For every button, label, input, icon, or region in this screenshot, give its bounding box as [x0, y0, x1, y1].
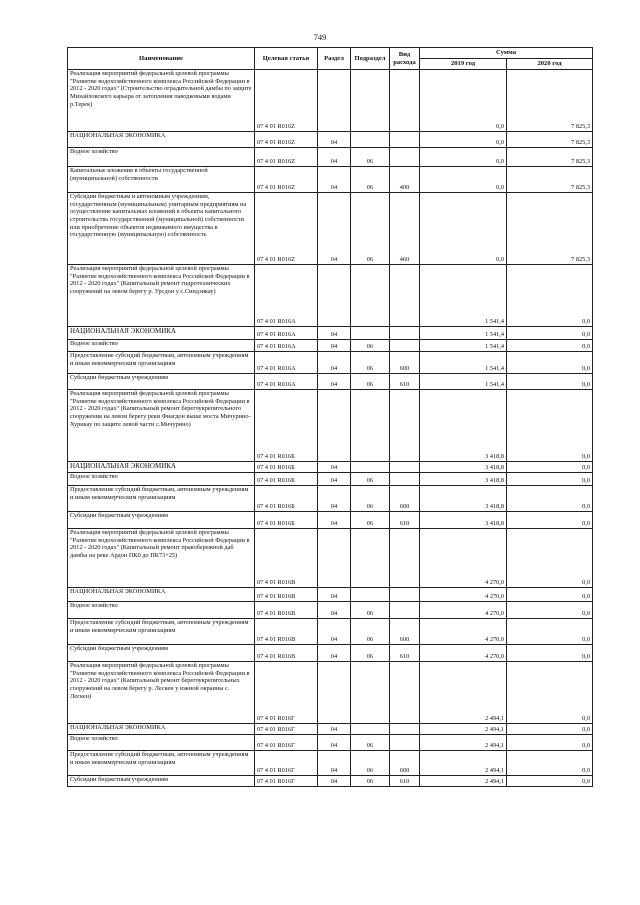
amount-2020: 0,0 — [507, 462, 593, 473]
expense-code — [390, 340, 420, 352]
subsection-code: 06 — [351, 602, 390, 619]
section-code: 04 — [318, 602, 351, 619]
amount-2019: 1 541,4 — [420, 374, 507, 390]
row-name: Реализация мероприятий федеральной целевой программы "Развитие водохозяйственного комплекса Российской Федерации в 2012 - 2020 годах" (Капитальный ремонт гидротехнических сооружений на левом берегу р. Урсдон у с.Синдзикау) — [68, 265, 255, 327]
table-row — [68, 751, 593, 776]
target-code: 07 4 01 R016В — [255, 588, 318, 602]
subsection-code — [351, 265, 390, 327]
target-code: 07 4 01 R016А — [255, 374, 318, 390]
section-code — [318, 265, 351, 327]
target-code: 07 4 01 R016А — [255, 340, 318, 352]
amount-2020: 0,0 — [507, 602, 593, 619]
target-code: 07 4 01 R016Z — [255, 132, 318, 148]
table-row — [68, 619, 593, 645]
table-row — [68, 462, 593, 473]
row-name: НАЦИОНАЛЬНАЯ ЭКОНОМИКА — [68, 724, 255, 735]
expense-code — [390, 327, 420, 340]
amount-2020: 0,0 — [507, 327, 593, 340]
target-code: 07 4 01 R016В — [255, 529, 318, 588]
amount-2020: 7 825,3 — [507, 70, 593, 132]
table-row — [68, 776, 593, 787]
row-name: Предоставление субсидий бюджетным, автономным учреждениям и иным некоммерческим организациям — [68, 751, 255, 776]
row-name: Предоставление субсидий бюджетным, автономным учреждениям и иным некоммерческим организациям — [68, 619, 255, 645]
row-name: Реализация мероприятий федеральной целевой программы "Развитие водохозяйственного комплекса Российской Федерации в 2012 - 2020 годах" (Строительство оградительной дамбы по защите Михайловского карьера от затопления паводковыми водами р.Терек) — [68, 70, 255, 132]
row-name: Предоставление субсидий бюджетным, автономным учреждениям и иным некоммерческим организациям — [68, 352, 255, 374]
section-code — [318, 70, 351, 132]
amount-2019: 2 494,1 — [420, 724, 507, 735]
row-name: Предоставление субсидий бюджетным, автономным учреждениям и иным некоммерческим организациям — [68, 486, 255, 512]
target-code: 07 4 01 R016Г — [255, 751, 318, 776]
table-row — [68, 193, 593, 265]
subsection-code: 06 — [351, 735, 390, 751]
amount-2019: 4 270,0 — [420, 602, 507, 619]
amount-2020: 0,0 — [507, 473, 593, 486]
section-code: 04 — [318, 193, 351, 265]
amount-2019: 1 541,4 — [420, 327, 507, 340]
row-name: Водное хозяйство — [68, 473, 255, 486]
target-code: 07 4 01 R016В — [255, 645, 318, 662]
amount-2020: 0,0 — [507, 390, 593, 462]
subsection-code — [351, 724, 390, 735]
amount-2019: 0,0 — [420, 193, 507, 265]
expense-code: 610 — [390, 512, 420, 529]
page-number: 749 — [313, 32, 327, 42]
amount-2020: 0,0 — [507, 374, 593, 390]
amount-2019: 0,0 — [420, 167, 507, 193]
expense-code — [390, 662, 420, 724]
target-code: 07 4 01 R016Б — [255, 462, 318, 473]
target-code: 07 4 01 R016Г — [255, 662, 318, 724]
target-code: 07 4 01 R016Г — [255, 776, 318, 787]
row-name: Субсидии бюджетным и автономным учреждениям, государственным (муниципальным) унитарным предприятиям на осуществление капитальных вложений в объекты капитального строительства государственной (муниципальной) собственности или приобретение объектов недвижимого имущества в государственную (муниципальную) собственность — [68, 193, 255, 265]
amount-2020: 0,0 — [507, 265, 593, 327]
expense-code — [390, 602, 420, 619]
header-target: Целевая статья — [255, 48, 318, 70]
section-code: 04 — [318, 340, 351, 352]
table-row — [68, 512, 593, 529]
subsection-code — [351, 462, 390, 473]
subsection-code: 06 — [351, 645, 390, 662]
row-name: Реализация мероприятий федеральной целевой программы "Развитие водохозяйственного комплекса Российской Федерации в 2012 - 2020 годах" (Капитальный ремонт правобережной даб дамбы на реке Ардон ПК0 до ПК73+25) — [68, 529, 255, 588]
amount-2019: 4 270,0 — [420, 619, 507, 645]
subsection-code: 06 — [351, 512, 390, 529]
header-expense-type: Вид расхода — [390, 48, 420, 70]
section-code: 04 — [318, 588, 351, 602]
amount-2019: 2 494,1 — [420, 735, 507, 751]
subsection-code — [351, 588, 390, 602]
row-name: Водное хозяйство — [68, 735, 255, 751]
target-code: 07 4 01 R016Б — [255, 486, 318, 512]
amount-2019: 1 541,4 — [420, 265, 507, 327]
table-row — [68, 602, 593, 619]
section-code: 04 — [318, 473, 351, 486]
table-row — [68, 340, 593, 352]
table-row — [68, 662, 593, 724]
target-code: 07 4 01 R016Б — [255, 390, 318, 462]
expense-code — [390, 390, 420, 462]
table-row — [68, 148, 593, 167]
table-row — [68, 645, 593, 662]
amount-2019: 4 270,0 — [420, 529, 507, 588]
section-code: 04 — [318, 148, 351, 167]
target-code: 07 4 01 R016А — [255, 352, 318, 374]
table-header — [68, 48, 593, 70]
subsection-code — [351, 529, 390, 588]
row-name: Субсидии бюджетным учреждениям — [68, 645, 255, 662]
expense-code — [390, 70, 420, 132]
table-row — [68, 486, 593, 512]
expense-code: 600 — [390, 352, 420, 374]
amount-2019: 3 418,8 — [420, 390, 507, 462]
amount-2019: 1 541,4 — [420, 352, 507, 374]
amount-2019: 2 494,1 — [420, 662, 507, 724]
section-code — [318, 390, 351, 462]
row-name: НАЦИОНАЛЬНАЯ ЭКОНОМИКА — [68, 588, 255, 602]
expense-code — [390, 473, 420, 486]
target-code: 07 4 01 R016Z — [255, 148, 318, 167]
amount-2019: 3 418,8 — [420, 473, 507, 486]
target-code: 07 4 01 R016Z — [255, 70, 318, 132]
table-row — [68, 735, 593, 751]
subsection-code: 06 — [351, 751, 390, 776]
table-row — [68, 352, 593, 374]
target-code: 07 4 01 R016Z — [255, 193, 318, 265]
subsection-code — [351, 662, 390, 724]
amount-2020: 7 825,3 — [507, 167, 593, 193]
amount-2020: 0,0 — [507, 776, 593, 787]
amount-2019: 2 494,1 — [420, 751, 507, 776]
table-row — [68, 529, 593, 588]
amount-2020: 0,0 — [507, 340, 593, 352]
table-row — [68, 473, 593, 486]
amount-2019: 3 418,8 — [420, 462, 507, 473]
section-code: 04 — [318, 167, 351, 193]
target-code: 07 4 01 R016А — [255, 327, 318, 340]
section-code: 04 — [318, 645, 351, 662]
amount-2019: 1 541,4 — [420, 340, 507, 352]
section-code — [318, 529, 351, 588]
row-name: НАЦИОНАЛЬНАЯ ЭКОНОМИКА — [68, 462, 255, 473]
subsection-code — [351, 70, 390, 132]
amount-2020: 0,0 — [507, 662, 593, 724]
expense-code — [390, 265, 420, 327]
row-name: Реализация мероприятий федеральной целевой программы "Развитие водохозяйственного комплекса Российской Федерации в 2012 - 2020 годах" (Капитальный ремонт берегоукрепительного сооружения на левом берегу реки Фиагдон выше моста Мичурино-Хурикау по защите левой части с.Мичурино) — [68, 390, 255, 462]
subsection-code: 06 — [351, 340, 390, 352]
table-row — [68, 132, 593, 148]
table-row — [68, 374, 593, 390]
expense-code: 610 — [390, 776, 420, 787]
section-code: 04 — [318, 735, 351, 751]
subsection-code — [351, 132, 390, 148]
target-code: 07 4 01 R016Г — [255, 735, 318, 751]
row-name: Субсидии бюджетным учреждениям — [68, 374, 255, 390]
subsection-code: 06 — [351, 167, 390, 193]
header-2019: 2019 год — [420, 59, 507, 70]
amount-2020: 0,0 — [507, 645, 593, 662]
amount-2020: 0,0 — [507, 352, 593, 374]
table-row — [68, 390, 593, 462]
row-name: Капитальные вложения в объекты государственной (муниципальной) собственности — [68, 167, 255, 193]
expense-code: 610 — [390, 374, 420, 390]
table-row — [68, 327, 593, 340]
expense-code — [390, 529, 420, 588]
amount-2020: 0,0 — [507, 724, 593, 735]
header-amount: Сумма — [420, 48, 593, 59]
section-code: 04 — [318, 462, 351, 473]
expense-code — [390, 588, 420, 602]
row-name: Водное хозяйство — [68, 602, 255, 619]
amount-2019: 0,0 — [420, 70, 507, 132]
section-code: 04 — [318, 132, 351, 148]
amount-2019: 4 270,0 — [420, 588, 507, 602]
target-code: 07 4 01 R016В — [255, 602, 318, 619]
table-row — [68, 588, 593, 602]
amount-2019: 0,0 — [420, 132, 507, 148]
expense-code — [390, 148, 420, 167]
amount-2020: 7 825,3 — [507, 148, 593, 167]
section-code: 04 — [318, 751, 351, 776]
target-code: 07 4 01 R016Z — [255, 167, 318, 193]
expense-code — [390, 132, 420, 148]
section-code: 04 — [318, 352, 351, 374]
amount-2020: 0,0 — [507, 751, 593, 776]
row-name: Водное хозяйство — [68, 148, 255, 167]
header-section: Раздел — [318, 48, 351, 70]
amount-2020: 0,0 — [507, 486, 593, 512]
amount-2019: 0,0 — [420, 148, 507, 167]
subsection-code: 06 — [351, 619, 390, 645]
table-body — [68, 70, 593, 787]
subsection-code: 06 — [351, 193, 390, 265]
section-code: 04 — [318, 724, 351, 735]
table-row — [68, 265, 593, 327]
subsection-code: 06 — [351, 473, 390, 486]
expense-code: 600 — [390, 486, 420, 512]
header-name: Наименование — [68, 48, 255, 70]
amount-2020: 0,0 — [507, 619, 593, 645]
amount-2020: 0,0 — [507, 512, 593, 529]
target-code: 07 4 01 R016Б — [255, 512, 318, 529]
subsection-code — [351, 390, 390, 462]
row-name: НАЦИОНАЛЬНАЯ ЭКОНОМИКА — [68, 132, 255, 148]
target-code: 07 4 01 R016Б — [255, 473, 318, 486]
expense-code: 610 — [390, 645, 420, 662]
subsection-code: 06 — [351, 486, 390, 512]
expense-code: 600 — [390, 751, 420, 776]
amount-2019: 3 418,8 — [420, 486, 507, 512]
amount-2020: 0,0 — [507, 735, 593, 751]
expense-code — [390, 724, 420, 735]
section-code: 04 — [318, 512, 351, 529]
amount-2019: 2 494,1 — [420, 776, 507, 787]
row-name: Реализация мероприятий федеральной целевой программы "Развитие водохозяйственного комплекса Российской Федерации в 2012 - 2020 годах" (Капитальный ремонт берегоукрепительных сооружений на левом берегу р. Лескен у южной окраины с. Лескен) — [68, 662, 255, 724]
table-row — [68, 167, 593, 193]
subsection-code: 06 — [351, 148, 390, 167]
expense-code: 600 — [390, 619, 420, 645]
row-name: НАЦИОНАЛЬНАЯ ЭКОНОМИКА — [68, 327, 255, 340]
amount-2020: 7 825,3 — [507, 132, 593, 148]
section-code: 04 — [318, 619, 351, 645]
subsection-code: 06 — [351, 776, 390, 787]
section-code — [318, 662, 351, 724]
section-code: 04 — [318, 486, 351, 512]
row-name: Субсидии бюджетным учреждениям — [68, 512, 255, 529]
expense-code — [390, 735, 420, 751]
amount-2020: 0,0 — [507, 588, 593, 602]
expense-code: 400 — [390, 167, 420, 193]
expense-code — [390, 462, 420, 473]
target-code: 07 4 01 R016В — [255, 619, 318, 645]
amount-2019: 4 270,0 — [420, 645, 507, 662]
amount-2019: 3 418,8 — [420, 512, 507, 529]
table-row — [68, 724, 593, 735]
row-name: Субсидии бюджетным учреждениям — [68, 776, 255, 787]
amount-2020: 7 825,3 — [507, 193, 593, 265]
subsection-code: 06 — [351, 352, 390, 374]
amount-2020: 0,0 — [507, 529, 593, 588]
section-code: 04 — [318, 776, 351, 787]
header-subsection: Подраздел — [351, 48, 390, 70]
target-code: 07 4 01 R016А — [255, 265, 318, 327]
header-2020: 2020 год — [507, 59, 593, 70]
subsection-code — [351, 327, 390, 340]
section-code: 04 — [318, 374, 351, 390]
budget-table — [67, 47, 593, 787]
expense-code: 460 — [390, 193, 420, 265]
target-code: 07 4 01 R016Г — [255, 724, 318, 735]
subsection-code: 06 — [351, 374, 390, 390]
table-row — [68, 70, 593, 132]
section-code: 04 — [318, 327, 351, 340]
row-name: Водное хозяйство — [68, 340, 255, 352]
